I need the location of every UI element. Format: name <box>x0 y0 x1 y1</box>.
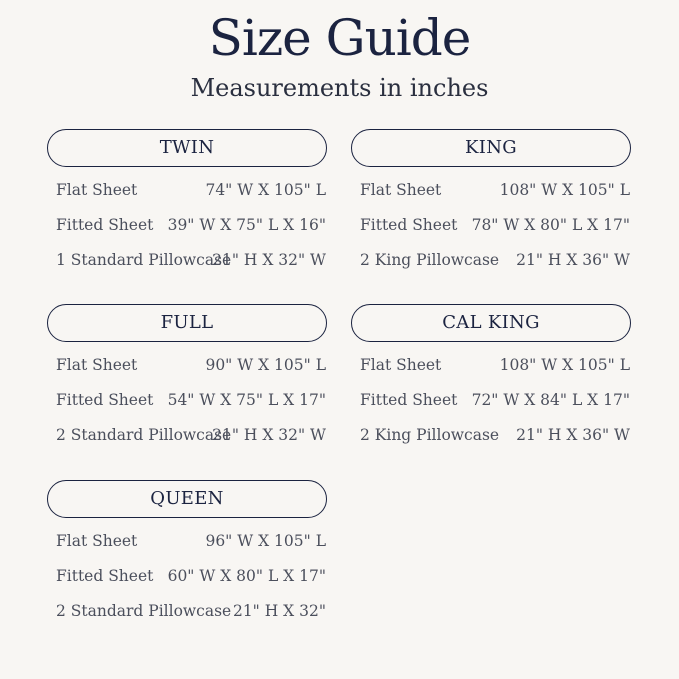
row-label: 2 King Pillowcase <box>360 251 500 269</box>
row-label: Flat Sheet <box>56 181 138 199</box>
row-value: 21" H X 32" W <box>212 251 326 269</box>
row-label: Fitted Sheet <box>56 391 154 409</box>
row-label: Fitted Sheet <box>56 567 154 585</box>
size-section-queen <box>47 480 329 620</box>
row-value: 72" W X 84" L X 17" <box>471 391 630 409</box>
row-value: 108" W X 105" L <box>499 181 630 199</box>
row-label: Flat Sheet <box>360 356 442 374</box>
size-section-twin <box>47 129 329 269</box>
row-label: 2 King Pillowcase <box>360 426 500 444</box>
row-value: 74" W X 105" L <box>205 181 326 199</box>
page-subtitle: Measurements in inches <box>190 74 489 102</box>
row-label: Flat Sheet <box>56 356 138 374</box>
size-section-king <box>351 129 633 269</box>
row-label: Fitted Sheet <box>360 391 458 409</box>
row-label: Flat Sheet <box>360 181 442 199</box>
row-value: 39" W X 75" L X 16" <box>167 216 326 234</box>
size-section-full <box>47 304 329 444</box>
row-value: 78" W X 80" L X 17" <box>471 216 630 234</box>
row-label: 2 Standard Pillowcase <box>56 602 232 620</box>
size-pill-twin: TWIN <box>47 129 327 167</box>
size-pill-full: FULL <box>47 304 327 342</box>
row-label: 2 Standard Pillowcase <box>56 426 232 444</box>
size-pill-king: KING <box>351 129 631 167</box>
row-value: 21" H X 36" W <box>516 426 630 444</box>
row-label: Fitted Sheet <box>56 216 154 234</box>
row-label: Flat Sheet <box>56 532 138 550</box>
size-section-cal-king <box>351 304 633 444</box>
row-value: 21" H X 32" <box>232 602 326 620</box>
row-value: 90" W X 105" L <box>205 356 326 374</box>
page-title: Size Guide <box>208 9 471 67</box>
size-pill-cal-king: CAL KING <box>351 304 631 342</box>
row-value: 54" W X 75" L X 17" <box>167 391 326 409</box>
row-value: 21" H X 36" W <box>516 251 630 269</box>
size-pill-queen: QUEEN <box>47 480 327 518</box>
row-value: 21" H X 32" W <box>212 426 326 444</box>
row-label: Fitted Sheet <box>360 216 458 234</box>
row-label: 1 Standard Pillowcase <box>56 251 232 269</box>
row-value: 108" W X 105" L <box>499 356 630 374</box>
row-value: 60" W X 80" L X 17" <box>167 567 326 585</box>
row-value: 96" W X 105" L <box>205 532 326 550</box>
